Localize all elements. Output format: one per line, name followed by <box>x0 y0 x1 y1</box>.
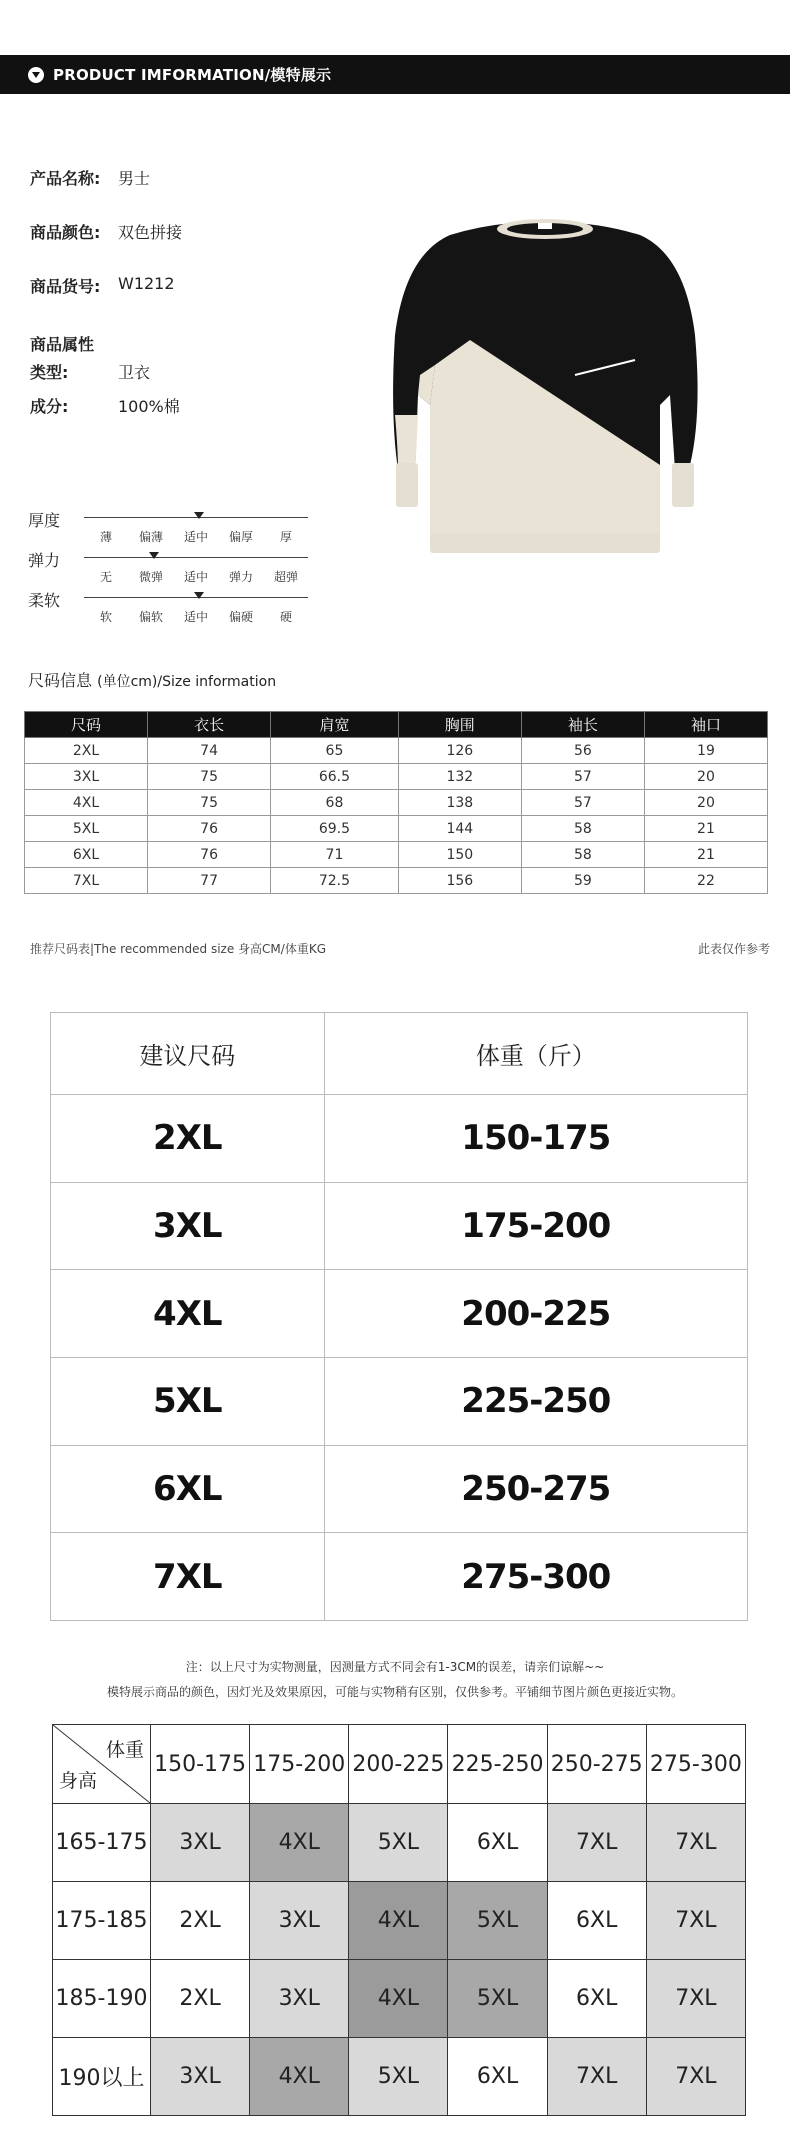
table-cell: 6XL <box>25 842 148 868</box>
product-color-value: 双色拼接 <box>118 223 183 242</box>
size-cell: 7XL <box>646 1804 745 1882</box>
corner-header-cell <box>53 1725 151 1804</box>
weight-cell: 175-200 <box>324 1182 747 1270</box>
size-cell: 6XL <box>51 1445 325 1533</box>
scale-marker-icon <box>194 512 204 519</box>
product-sku-value: W1212 <box>118 274 175 293</box>
size-cell: 3XL <box>250 1882 349 1960</box>
product-sku-row <box>30 274 175 297</box>
product-name-row <box>30 166 151 189</box>
column-header: 衣长 <box>148 712 271 738</box>
table-cell: 4XL <box>25 790 148 816</box>
product-name-label: 产品名称: <box>30 169 101 188</box>
size-cell: 4XL <box>250 1804 349 1882</box>
table-cell: 65 <box>271 738 399 764</box>
scale-option: 适中 <box>183 530 208 544</box>
table-cell: 56 <box>521 738 644 764</box>
table-cell: 3XL <box>25 764 148 790</box>
table-cell: 77 <box>148 868 271 894</box>
size-cell: 5XL <box>448 1882 547 1960</box>
table-cell: 126 <box>398 738 521 764</box>
table-cell: 69.5 <box>271 816 399 842</box>
table-row <box>53 1882 746 1960</box>
product-type-value: 卫衣 <box>118 363 151 382</box>
table-cell: 132 <box>398 764 521 790</box>
size-cell: 7XL <box>646 1882 745 1960</box>
size-cell: 5XL <box>349 1804 448 1882</box>
table-cell: 76 <box>148 842 271 868</box>
table-header-row <box>25 712 768 738</box>
table-row <box>25 868 768 894</box>
scale-option: 适中 <box>183 610 208 624</box>
product-material-label: 成分: <box>30 397 69 416</box>
scale-option: 弹力 <box>228 570 253 584</box>
size-cell: 6XL <box>448 2038 547 2116</box>
column-header: 肩宽 <box>271 712 399 738</box>
table-cell: 20 <box>644 764 767 790</box>
scale-option: 厚 <box>279 530 292 544</box>
table-row <box>51 1533 748 1621</box>
scale-option: 薄 <box>99 530 112 544</box>
table-row <box>53 2038 746 2116</box>
measurement-note: 注：以上尺寸为实物测量，因测量方式不同会有1-3CM的误差，请亲们谅解~~ <box>185 1660 605 1674</box>
table-row <box>51 1358 748 1446</box>
product-sku-label: 商品货号: <box>30 277 101 296</box>
scale-option: 适中 <box>183 570 208 584</box>
table-cell: 68 <box>271 790 399 816</box>
table-cell: 57 <box>521 764 644 790</box>
product-attr-title <box>30 332 94 355</box>
reference-only-caption: 此表仅作参考 <box>697 942 770 956</box>
table-row <box>53 1960 746 2038</box>
table-row <box>25 790 768 816</box>
scale-line <box>84 557 308 558</box>
table-row <box>51 1445 748 1533</box>
table-cell: 21 <box>644 842 767 868</box>
column-header: 275-300 <box>646 1725 745 1804</box>
table-cell: 72.5 <box>271 868 399 894</box>
height-range-cell: 175-185 <box>53 1882 151 1960</box>
size-info-heading <box>28 668 276 691</box>
elasticity-scale <box>28 548 318 590</box>
size-cell: 6XL <box>547 1882 646 1960</box>
table-row <box>51 1095 748 1183</box>
weight-cell: 150-175 <box>324 1095 747 1183</box>
table-row <box>25 816 768 842</box>
size-info-table <box>24 711 768 894</box>
size-cell: 4XL <box>51 1270 325 1358</box>
product-sweater-image <box>390 215 700 560</box>
table-row <box>53 1804 746 1882</box>
scale-option: 超弹 <box>273 570 298 584</box>
size-cell: 7XL <box>646 2038 745 2116</box>
table-cell: 75 <box>148 764 271 790</box>
size-cell: 4XL <box>250 2038 349 2116</box>
table-cell: 2XL <box>25 738 148 764</box>
scale-option: 偏软 <box>138 610 163 624</box>
weight-cell: 225-250 <box>324 1358 747 1446</box>
weight-cell: 200-225 <box>324 1270 747 1358</box>
size-cell: 3XL <box>51 1182 325 1270</box>
scale-name: 柔软 <box>28 591 61 610</box>
size-cell: 2XL <box>51 1095 325 1183</box>
table-cell: 74 <box>148 738 271 764</box>
height-weight-size-grid <box>52 1724 746 2116</box>
section-header-bar <box>0 55 790 94</box>
table-header-row <box>53 1725 746 1804</box>
table-row <box>51 1270 748 1358</box>
column-header: 175-200 <box>250 1725 349 1804</box>
table-cell: 71 <box>271 842 399 868</box>
product-type-row <box>30 360 151 383</box>
table-row <box>51 1182 748 1270</box>
size-cell: 7XL <box>547 1804 646 1882</box>
table-cell: 59 <box>521 868 644 894</box>
column-header: 225-250 <box>448 1725 547 1804</box>
table-cell: 76 <box>148 816 271 842</box>
table-cell: 7XL <box>25 868 148 894</box>
table-row <box>25 738 768 764</box>
scale-option: 偏薄 <box>138 530 163 544</box>
scale-marker-icon <box>194 592 204 599</box>
table-cell: 144 <box>398 816 521 842</box>
height-range-cell: 190以上 <box>53 2038 151 2116</box>
column-header: 体重（斤） <box>324 1013 747 1095</box>
weight-cell: 250-275 <box>324 1445 747 1533</box>
scale-option: 无 <box>99 570 112 584</box>
column-header: 尺码 <box>25 712 148 738</box>
product-material-value: 100%棉 <box>118 397 180 416</box>
corner-height-label: 身高 <box>59 1770 98 1792</box>
size-cell: 7XL <box>646 1960 745 2038</box>
scale-option: 微弹 <box>138 570 163 584</box>
table-row <box>25 842 768 868</box>
weight-cell: 275-300 <box>324 1533 747 1621</box>
color-note: 模特展示商品的颜色，因灯光及效果原因，可能与实物稍有区别，仅供参考。平铺细节图片颜色更接近实物。 <box>106 1685 683 1699</box>
table-cell: 138 <box>398 790 521 816</box>
table-cell: 75 <box>148 790 271 816</box>
table-cell: 150 <box>398 842 521 868</box>
table-cell: 156 <box>398 868 521 894</box>
column-header: 袖长 <box>521 712 644 738</box>
recommended-weight-table <box>50 1012 748 1621</box>
size-info-subtitle: (单位cm)/Size information <box>97 674 277 690</box>
scale-name: 厚度 <box>28 511 61 530</box>
triangle-down-icon <box>28 67 44 83</box>
size-cell: 4XL <box>349 1882 448 1960</box>
column-header: 150-175 <box>151 1725 250 1804</box>
table-cell: 5XL <box>25 816 148 842</box>
size-cell: 5XL <box>51 1358 325 1446</box>
height-range-cell: 165-175 <box>53 1804 151 1882</box>
scale-name: 弹力 <box>28 551 61 570</box>
attr-title-text: 商品属性 <box>30 335 95 354</box>
size-info-title: 尺码信息 <box>28 671 93 690</box>
product-type-label: 类型: <box>30 363 69 382</box>
table-cell: 58 <box>521 816 644 842</box>
product-name-value: 男士 <box>118 169 151 188</box>
table-cell: 22 <box>644 868 767 894</box>
table-cell: 66.5 <box>271 764 399 790</box>
column-header: 袖口 <box>644 712 767 738</box>
scale-option: 偏厚 <box>228 530 253 544</box>
table-cell: 19 <box>644 738 767 764</box>
size-cell: 3XL <box>151 2038 250 2116</box>
table-row <box>25 764 768 790</box>
table-cell: 20 <box>644 790 767 816</box>
size-cell: 4XL <box>349 1960 448 2038</box>
scale-option: 偏硬 <box>228 610 253 624</box>
size-cell: 2XL <box>151 1960 250 2038</box>
size-cell: 2XL <box>151 1882 250 1960</box>
product-color-label: 商品颜色: <box>30 223 101 242</box>
softness-scale <box>28 588 318 630</box>
product-color-row <box>30 220 183 243</box>
scale-option: 硬 <box>279 610 292 624</box>
size-cell: 3XL <box>250 1960 349 2038</box>
size-cell: 7XL <box>51 1533 325 1621</box>
recommended-size-caption: 推荐尺码表|The recommended size 身高CM/体重KG <box>30 942 326 956</box>
scale-option: 软 <box>99 610 112 624</box>
size-cell: 3XL <box>151 1804 250 1882</box>
table-cell: 58 <box>521 842 644 868</box>
column-header: 250-275 <box>547 1725 646 1804</box>
table-cell: 57 <box>521 790 644 816</box>
table-header-row <box>51 1013 748 1095</box>
height-range-cell: 185-190 <box>53 1960 151 2038</box>
size-cell: 7XL <box>547 2038 646 2116</box>
table-cell: 21 <box>644 816 767 842</box>
column-header: 胸围 <box>398 712 521 738</box>
thickness-scale <box>28 508 318 550</box>
size-cell: 5XL <box>448 1960 547 2038</box>
scale-marker-icon <box>149 552 159 559</box>
column-header: 建议尺码 <box>51 1013 325 1095</box>
column-header: 200-225 <box>349 1725 448 1804</box>
size-cell: 6XL <box>547 1960 646 2038</box>
size-cell: 5XL <box>349 2038 448 2116</box>
corner-weight-label: 体重 <box>105 1739 144 1761</box>
section-title: PRODUCT IMFORMATION/模特展示 <box>53 66 332 84</box>
size-cell: 6XL <box>448 1804 547 1882</box>
product-material-row <box>30 394 180 417</box>
